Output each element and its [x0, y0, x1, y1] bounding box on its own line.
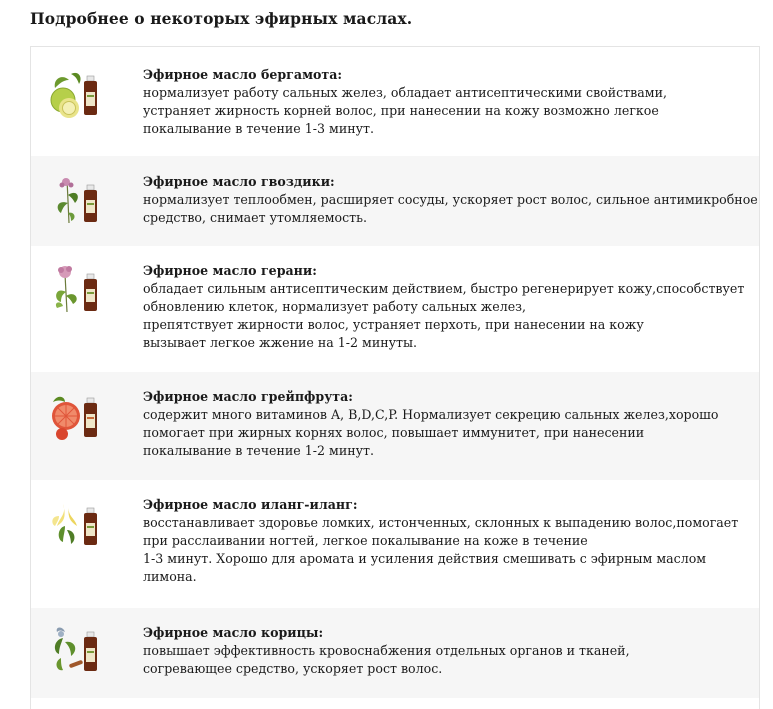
- oil-description-line: покалывание в течение 1-2 минут.: [143, 443, 375, 458]
- oil-text: [143, 624, 749, 678]
- oil-title: Эфирное масло корицы:: [143, 625, 324, 640]
- oil-title: Эфирное масло гвоздики:: [143, 174, 335, 189]
- oil-text: [143, 173, 758, 227]
- geranium-oil-icon: [49, 262, 105, 318]
- oil-text: [143, 262, 749, 352]
- oil-row-cinnamon: [31, 608, 759, 698]
- page-heading: Подробнее о некоторых эфирных маслах.: [30, 9, 413, 28]
- oil-title: Эфирное масло бергамота:: [143, 67, 343, 82]
- oil-description-line: при расслаивании ногтей, легкое покалывание на коже в течение: [143, 533, 588, 548]
- oil-title: Эфирное масло грейпфрута:: [143, 389, 353, 404]
- oil-description-line: вызывает легкое жжение на 1-2 минуты.: [143, 335, 418, 350]
- oil-text: [143, 388, 749, 460]
- oil-description-line: нормализует работу сальных желез, обладает антисептическими свойствами,: [143, 85, 667, 100]
- oil-row-clove: [31, 156, 759, 246]
- oil-row-ylang-ylang: [31, 480, 759, 608]
- oil-description-line: повышает эффективность кровоснабжения отдельных органов и тканей,: [143, 643, 630, 658]
- oil-description-line: согревающее средство, ускоряет рост волос.: [143, 661, 443, 676]
- clove-oil-icon: [49, 173, 105, 229]
- oil-description-line: нормализует теплообмен, расширяет сосуды, ускоряет рост волос, сильное антимикробное: [143, 192, 758, 207]
- ylang-ylang-oil-icon: [49, 496, 105, 552]
- cinnamon-oil-icon: [49, 622, 105, 678]
- oil-text: [143, 66, 749, 138]
- oil-description-line: средство, снимает утомляемость.: [143, 210, 368, 225]
- oil-description-line: устраняет жирность корней волос, при нанесении на кожу возможно легкое: [143, 103, 659, 118]
- oil-row-geranium: [31, 246, 759, 372]
- oil-description-line: обновлению клеток, нормализует работу сальных желез,: [143, 299, 527, 314]
- oil-text: [143, 496, 749, 586]
- oils-list: [30, 46, 760, 709]
- oil-description-line: содержит много витаминов A, B,D,C,P. Нормализует секрецию сальных желез,хорошо: [143, 407, 719, 422]
- oil-description-line: обладает сильным антисептическим действием, быстро регенерирует кожу,способствует: [143, 281, 745, 296]
- bergamot-oil-icon: [49, 66, 105, 122]
- oil-title: Эфирное масло иланг-иланг:: [143, 497, 358, 512]
- oil-description-line: восстанавливает здоровье ломких, истонченных, склонных к выпадению волос,помогает: [143, 515, 739, 530]
- oil-description-line: лимона.: [143, 569, 197, 584]
- oil-row-bergamot: [31, 47, 759, 156]
- grapefruit-oil-icon: [49, 388, 105, 444]
- oil-description-line: помогает при жирных корнях волос, повышает иммунитет, при нанесении: [143, 425, 645, 440]
- oil-description-line: препятствует жирности волос, устраняет перхоть, при нанесении на кожу: [143, 317, 644, 332]
- oil-description-line: покалывание в течение 1-3 минут.: [143, 121, 375, 136]
- oil-title: Эфирное масло герани:: [143, 263, 317, 278]
- oil-description-line: 1-3 минут. Хорошо для аромата и усиления действия смешивать с эфирным маслом: [143, 551, 707, 566]
- oil-row-grapefruit: [31, 372, 759, 480]
